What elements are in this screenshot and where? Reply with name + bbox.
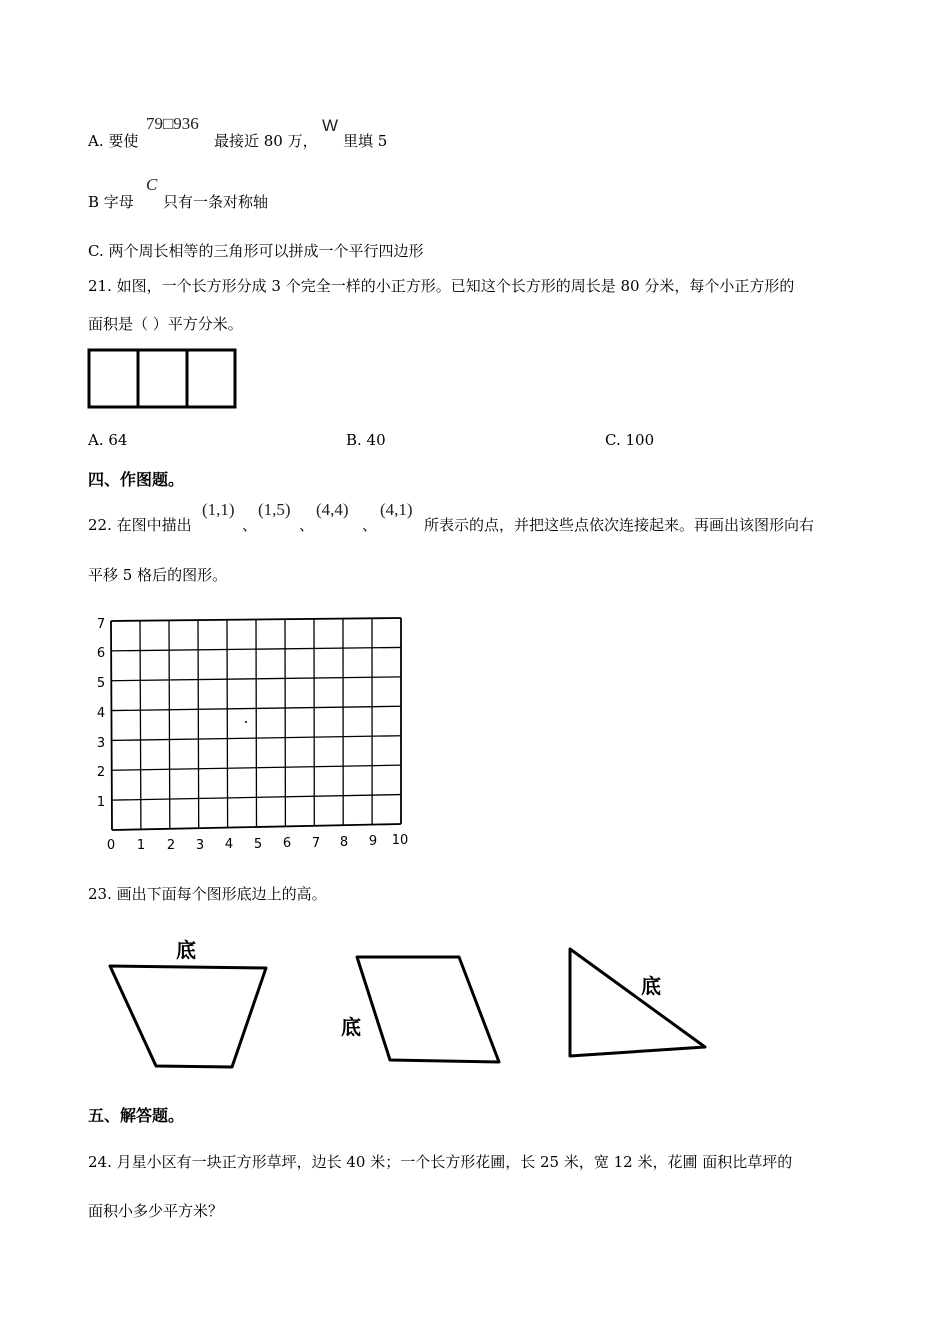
square-1 [89, 350, 138, 407]
q21-line2: 面积是（ ）平方分米。 [88, 315, 243, 333]
three-squares-figure [86, 347, 240, 411]
option-a-suffix: 里填 5 [343, 132, 388, 150]
grid-vertical-line [198, 620, 199, 828]
sep-3: 、 [362, 516, 378, 534]
grid-vertical-line [227, 620, 228, 828]
square-2 [138, 350, 187, 407]
x-label-0: 0 [106, 838, 116, 853]
option-b-var: C [146, 175, 158, 194]
x-label-9: 9 [368, 834, 378, 849]
q23-figures [100, 930, 720, 1080]
x-label-2: 2 [166, 838, 176, 853]
section-5-title: 五、解答题。 [88, 1106, 185, 1125]
y-label-1: 1 [96, 795, 106, 810]
option-a [88, 130, 138, 151]
sep-2: 、 [299, 516, 315, 534]
y-label-4: 4 [96, 706, 106, 721]
x-label-3: 3 [195, 838, 205, 853]
triangle-base-label: 底 [641, 974, 661, 998]
option-b-suffix: 只有一条对称轴 [163, 193, 269, 211]
y-label-7: 7 [96, 617, 106, 632]
y-label-3: 3 [96, 736, 106, 751]
x-label-5: 5 [253, 837, 263, 852]
point-4: (4,1) [380, 500, 413, 519]
y-label-6: 6 [96, 646, 106, 661]
q24-line2: 面积小多少平方米？ [88, 1202, 224, 1220]
q21-choice-a: A. 64 [88, 431, 128, 449]
stray-dot [245, 721, 247, 723]
square-3 [187, 350, 235, 407]
point-1: (1,1) [202, 500, 235, 519]
triangle-shape [570, 949, 705, 1056]
x-label-8: 8 [339, 835, 349, 850]
y-axis-labels [97, 617, 105, 810]
q22-line2: 平移 5 格后的图形。 [88, 566, 228, 584]
section-4-title: 四、作图题。 [88, 470, 185, 489]
option-a-var: W [322, 116, 339, 135]
grid-lines [111, 618, 401, 830]
x-label-6: 6 [282, 836, 292, 851]
x-label-4: 4 [224, 837, 234, 852]
y-label-2: 2 [96, 765, 106, 780]
point-3: (4,4) [316, 500, 349, 519]
grid-vertical-line [169, 620, 170, 828]
parallelogram-shape [357, 957, 499, 1062]
coordinate-grid [80, 610, 420, 860]
grid-vertical-line [140, 621, 141, 830]
q22-prefix: 22. 在图中描出 [88, 516, 192, 534]
x-label-10: 10 [391, 833, 409, 848]
x-axis-labels [107, 833, 408, 853]
q22-suffix: 所表示的点，并把这些点依次连接起来。再画出该图形向右 [424, 516, 815, 534]
q23-text: 23. 画出下面每个图形底边上的高。 [88, 885, 327, 903]
trapezoid-shape [110, 966, 266, 1067]
option-a-number: 79□936 [146, 114, 199, 133]
q24-line1: 24. 月星小区有一块正方形草坪，边长 40 米；一个长方形花圃，长 25 米，宽 12 米，花圃 面积比草坪的 [88, 1153, 793, 1171]
trapezoid-base-label: 底 [176, 938, 196, 962]
parallelogram-base-label: 底 [341, 1015, 361, 1039]
grid-vertical-line [256, 620, 257, 828]
y-label-5: 5 [96, 676, 106, 691]
q21-choice-b: B. 40 [346, 431, 386, 449]
sep-1: 、 [242, 516, 258, 534]
q21-choice-c: C. 100 [605, 431, 655, 449]
grid-vertical-line [111, 621, 112, 830]
option-a-middle: 最接近 80 万， [214, 132, 318, 150]
option-a-prefix: A. 要使 [88, 132, 139, 150]
point-2: (1,5) [258, 500, 291, 519]
option-b-prefix: B 字母 [88, 193, 134, 211]
option-c: C. 两个周长相等的三角形可以拼成一个平行四边形 [88, 242, 424, 260]
x-label-1: 1 [136, 838, 146, 853]
q21-line1: 21. 如图，一个长方形分成 3 个完全一样的小正方形。已知这个长方形的周长是 80 分米，每个小正方形的 [88, 277, 795, 295]
x-label-7: 7 [311, 836, 321, 851]
